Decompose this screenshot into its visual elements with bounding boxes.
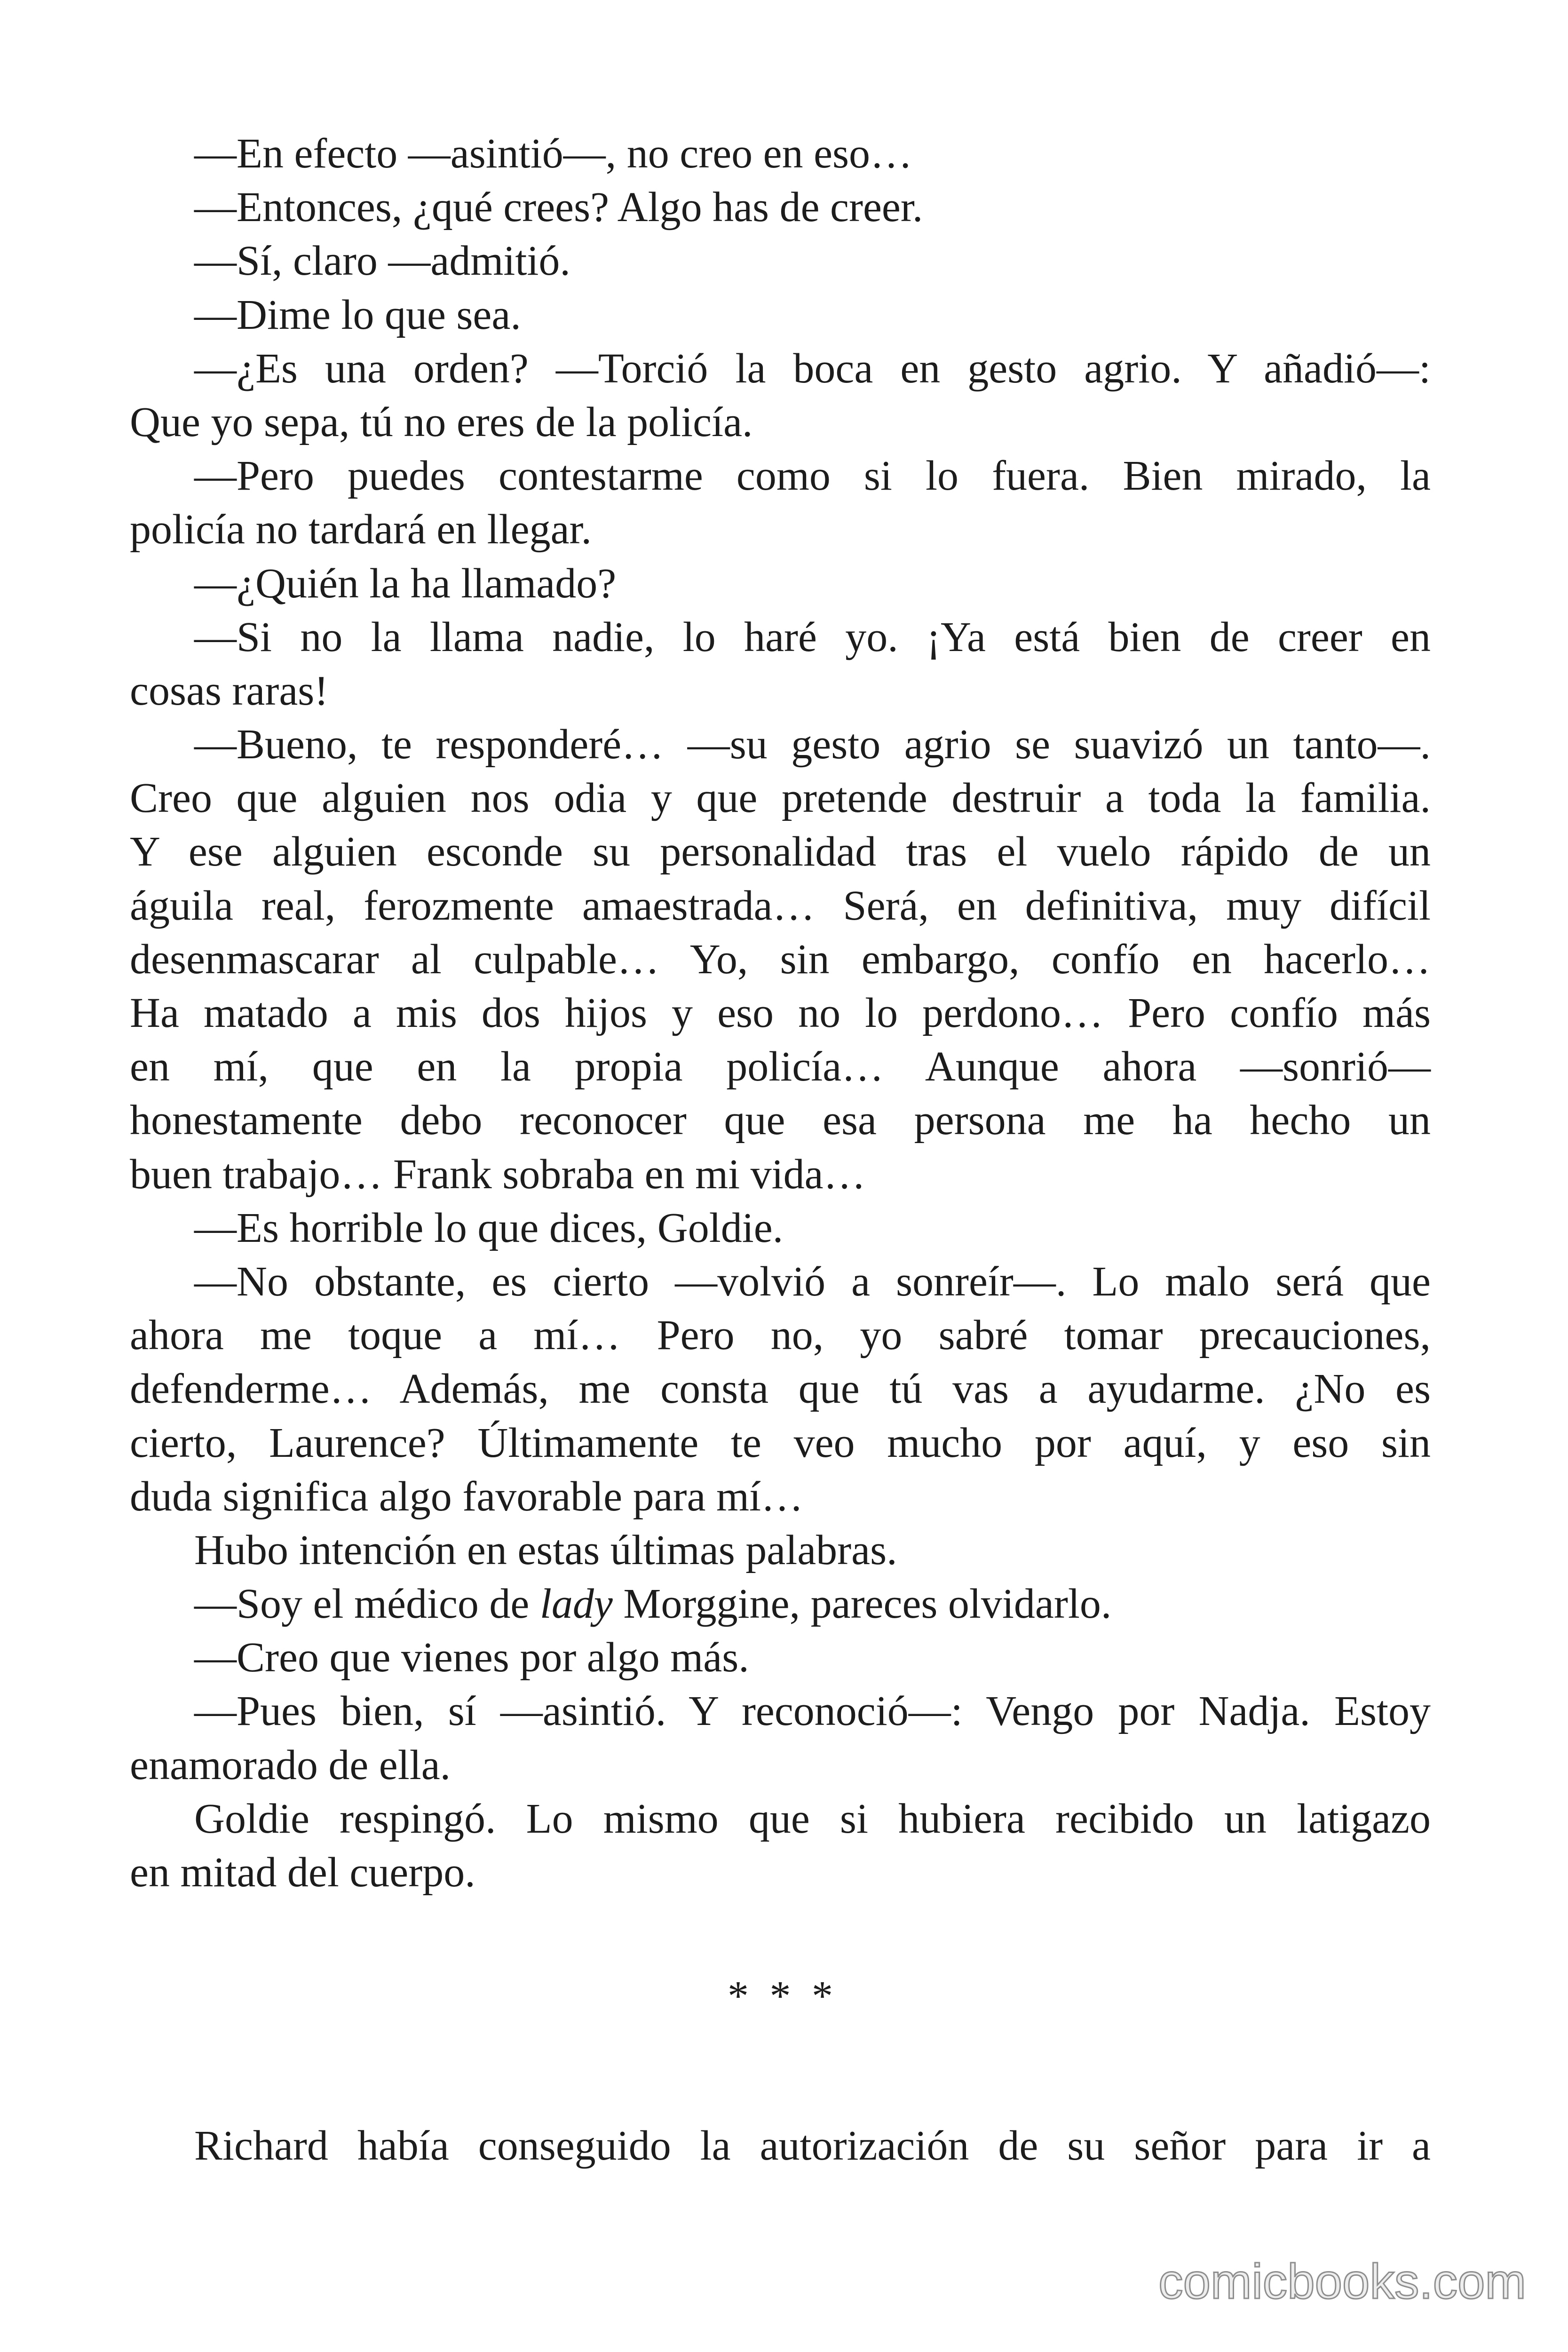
text-line: —En efecto —asintió—, no creo en eso… <box>194 130 913 177</box>
paragraph <box>130 449 1431 556</box>
text-line: —Creo que vienes por algo más. <box>194 1634 749 1681</box>
italic-emphasis: lady <box>539 1581 613 1628</box>
text-line: —¿Es una orden? —Torció la boca en gesto agrio. Y añadió—: <box>194 345 1431 392</box>
next-section-paragraph <box>130 2119 1431 2173</box>
text-line: —Pues bien, sí —asintió. Y reconoció—: Vengo por Nadja. Estoy <box>194 1688 1431 1735</box>
paragraph <box>130 1524 1431 1577</box>
text-line: Y ese alguien esconde su personalidad tras el vuelo rápido de un <box>130 828 1431 875</box>
paragraph <box>130 181 1431 234</box>
paragraph <box>130 1255 1431 1524</box>
text-line: Hubo intención en estas últimas palabras. <box>194 1526 897 1573</box>
paragraph <box>130 288 1431 342</box>
text-line: —Bueno, te responderé… —su gesto agrio se suavizó un tanto—. <box>194 721 1431 768</box>
paragraph <box>130 718 1431 1201</box>
paragraph <box>130 342 1431 449</box>
text-line: buen trabajo… Frank sobraba en mi vida… <box>130 1151 866 1198</box>
text-segment: —Soy el médico de <box>194 1581 540 1628</box>
paragraph <box>130 611 1431 718</box>
text-line: —Si no la llama nadie, lo haré yo. ¡Ya está bien de creer en <box>194 613 1431 660</box>
text-line: en mí, que en la propia policía… Aunque ahora —sonrió— <box>130 1043 1431 1090</box>
text-segment: Morggine, pareces olvidarlo. <box>612 1581 1112 1628</box>
text-line: —Entonces, ¿qué crees? Algo has de creer. <box>194 184 923 231</box>
text-line: policía no tardará en llegar. <box>130 506 592 553</box>
paragraph <box>130 1631 1431 1685</box>
text-line: —Pero puedes contestarme como si lo fuera. Bien mirado, la <box>194 453 1431 500</box>
text-line: —¿Quién la ha llamado? <box>194 560 617 607</box>
paragraph <box>130 1792 1431 1899</box>
text-line: Que yo sepa, tú no eres de la policía. <box>130 398 753 445</box>
paragraph <box>130 557 1431 611</box>
text-line <box>130 1577 1431 1631</box>
text-line: —Sí, claro —admitió. <box>194 238 570 285</box>
text-line: honestamente debo reconocer que esa persona me ha hecho un <box>130 1097 1431 1144</box>
paragraph <box>130 127 1431 181</box>
text-line: águila real, ferozmente amaestrada… Será, en definitiva, muy difícil <box>130 882 1431 929</box>
text-line: Richard había conseguido la autorización de su señor para ir a <box>194 2122 1431 2169</box>
text-line: desenmascarar al culpable… Yo, sin embargo, confío en hacerlo… <box>130 936 1431 983</box>
text-line: Ha matado a mis dos hijos y eso no lo perdono… Pero confío más <box>130 990 1431 1036</box>
text-line: Goldie respingó. Lo mismo que si hubiera recibido un latigazo <box>194 1795 1431 1842</box>
text-line: defenderme… Además, me consta que tú vas a ayudarme. ¿No es <box>130 1366 1431 1413</box>
paragraph <box>130 234 1431 288</box>
text-line: duda significa algo favorable para mí… <box>130 1473 803 1520</box>
paragraph <box>130 1685 1431 1792</box>
text-line: —No obstante, es cierto —volvió a sonreír—. Lo malo será que <box>194 1258 1431 1305</box>
text-line: Creo que alguien nos odia y que pretende destruir a toda la familia. <box>130 775 1431 822</box>
text-line: enamorado de ella. <box>130 1741 451 1788</box>
text-line: cierto, Laurence? Últimamente te veo mucho por aquí, y eso sin <box>130 1419 1431 1466</box>
text-line: ahora me toque a mí… Pero no, yo sabré tomar precauciones, <box>130 1312 1431 1359</box>
text-line: —Es horrible lo que dices, Goldie. <box>194 1204 784 1251</box>
text-line: en mitad del cuerpo. <box>130 1849 475 1896</box>
watermark: comicbooks.com <box>1158 2254 1526 2309</box>
text-line: —Dime lo que sea. <box>194 291 521 338</box>
body-text <box>130 127 1431 1899</box>
text-line: cosas raras! <box>130 667 329 714</box>
paragraph <box>130 1577 1431 1631</box>
paragraph <box>130 1201 1431 1255</box>
section-separator: * * * <box>728 1973 833 2019</box>
